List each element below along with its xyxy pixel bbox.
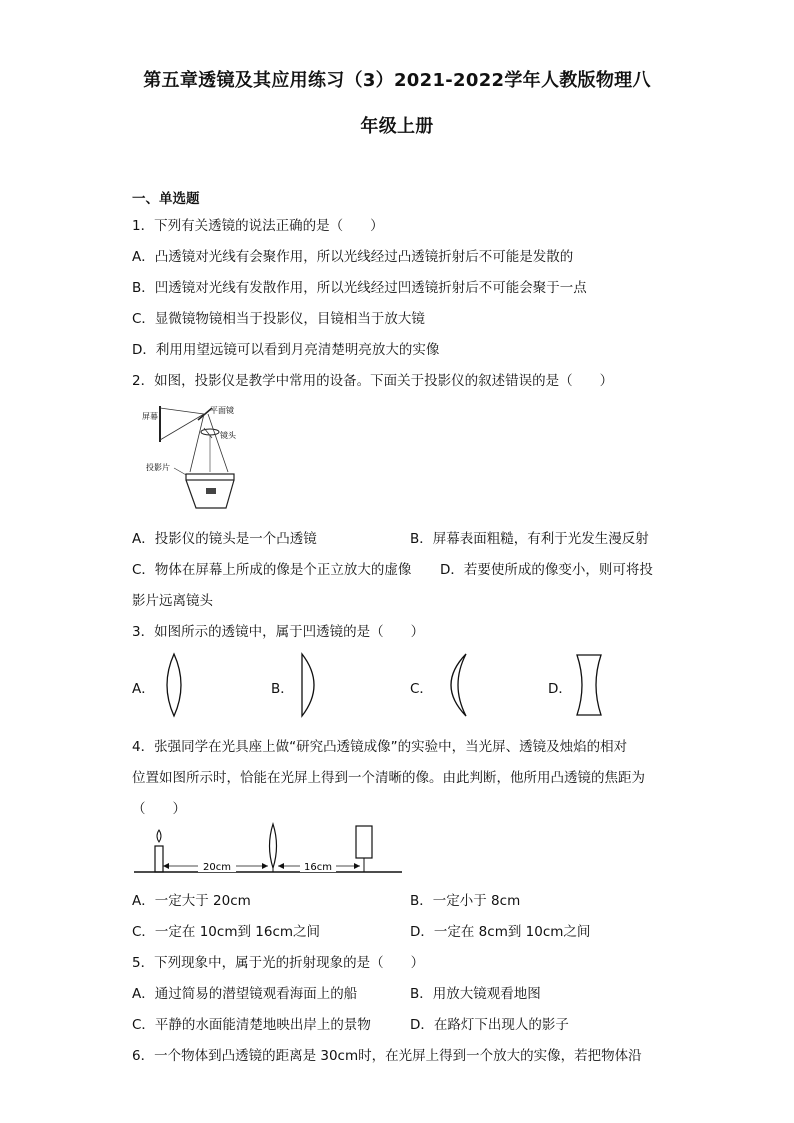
- distance-20cm: 20cm: [203, 862, 231, 873]
- q5-option-b: B．用放大镜观看地图: [410, 986, 541, 1002]
- q3-option-d: D．: [548, 681, 572, 697]
- q4-option-d: D．一定在 8cm到 10cm之间: [410, 924, 591, 940]
- q1-stem: 1．下列有关透镜的说法正确的是（ ）: [132, 218, 384, 234]
- q2-option-d-line1: D．若要使所成的像变小，则可将投: [440, 562, 653, 578]
- slide-plate: [186, 474, 234, 480]
- plano-convex-lens-icon: [298, 652, 326, 718]
- label-lens: 镜头: [220, 431, 236, 440]
- q2-stem: 2．如图，投影仪是教学中常用的设备。下面关于投影仪的叙述错误的是（ ）: [132, 373, 614, 389]
- q1-option-d: D．利用用望远镜可以看到月亮清楚明亮放大的实像: [132, 342, 440, 358]
- projector-figure: [140, 400, 260, 512]
- biconcave-lens-icon: [574, 652, 604, 718]
- optical-bench-figure: [132, 822, 404, 878]
- light-screen-icon: [356, 826, 372, 858]
- q3-stem: 3．如图所示的透镜中，属于凹透镜的是（ ）: [132, 624, 425, 640]
- q4-option-a: A．一定大于 20cm: [132, 893, 251, 909]
- q1-option-b: B．凹透镜对光线有发散作用，所以光线经过凹透镜折射后不可能会聚于一点: [132, 280, 587, 296]
- meniscus-lens-icon: [436, 652, 472, 718]
- q3-option-b: B．: [271, 681, 294, 697]
- q6-stem: 6．一个物体到凸透镜的距离是 30cm时，在光屏上得到一个放大的实像，若把物体沿: [132, 1048, 642, 1064]
- q5-option-a: A．通过简易的潜望镜观看海面上的船: [132, 986, 358, 1002]
- label-mirror: 平面镜: [210, 406, 234, 415]
- convex-lens-icon: [270, 824, 277, 868]
- q5-option-c: C．平静的水面能清楚地映出岸上的景物: [132, 1017, 371, 1033]
- q3-option-a: A．: [132, 681, 155, 697]
- biconvex-lens-icon: [160, 652, 188, 718]
- q2-option-d-line2: 影片远离镜头: [132, 593, 213, 609]
- q4-option-b: B．一定小于 8cm: [410, 893, 521, 909]
- page-title-line2: 年级上册: [360, 116, 434, 137]
- q1-option-a: A．凸透镜对光线有会聚作用，所以光线经过凸透镜折射后不可能是发散的: [132, 249, 574, 265]
- q1-option-c: C．显微镜物镜相当于投影仪，目镜相当于放大镜: [132, 311, 425, 327]
- q5-stem: 5．下列现象中，属于光的折射现象的是（ ）: [132, 955, 425, 971]
- q4-option-c: C．一定在 10cm到 16cm之间: [132, 924, 321, 940]
- q2-option-b: B．屏幕表面粗糙，有利于光发生漫反射: [410, 531, 649, 547]
- label-slide: 投影片: [146, 463, 170, 472]
- q5-option-d: D．在路灯下出现人的影子: [410, 1017, 569, 1033]
- q4-stem-line3: （ ）: [132, 801, 186, 817]
- flame-icon: [157, 830, 161, 842]
- q4-stem-line1: 4．张强同学在光具座上做“研究凸透镜成像”的实验中，当光屏、透镜及烛焰的相对: [132, 739, 628, 755]
- q2-option-a: A．投影仪的镜头是一个凸透镜: [132, 531, 317, 547]
- lamp-icon: [206, 488, 216, 494]
- distance-16cm: 16cm: [304, 862, 332, 873]
- lens-shape: [201, 429, 219, 435]
- q4-stem-line2: 位置如图所示时，恰能在光屏上得到一个清晰的像。由此判断，他所用凸透镜的焦距为: [132, 770, 645, 786]
- section-heading: 一、单选题: [132, 191, 200, 207]
- q3-option-c: C．: [410, 681, 433, 697]
- q2-option-c: C．物体在屏幕上所成的像是个正立放大的虚像: [132, 562, 412, 578]
- page-title-line1: 第五章透镜及其应用练习（3）2021-2022学年人教版物理八: [143, 70, 651, 91]
- candle-icon: [155, 846, 163, 872]
- label-screen: 屏幕: [142, 412, 158, 421]
